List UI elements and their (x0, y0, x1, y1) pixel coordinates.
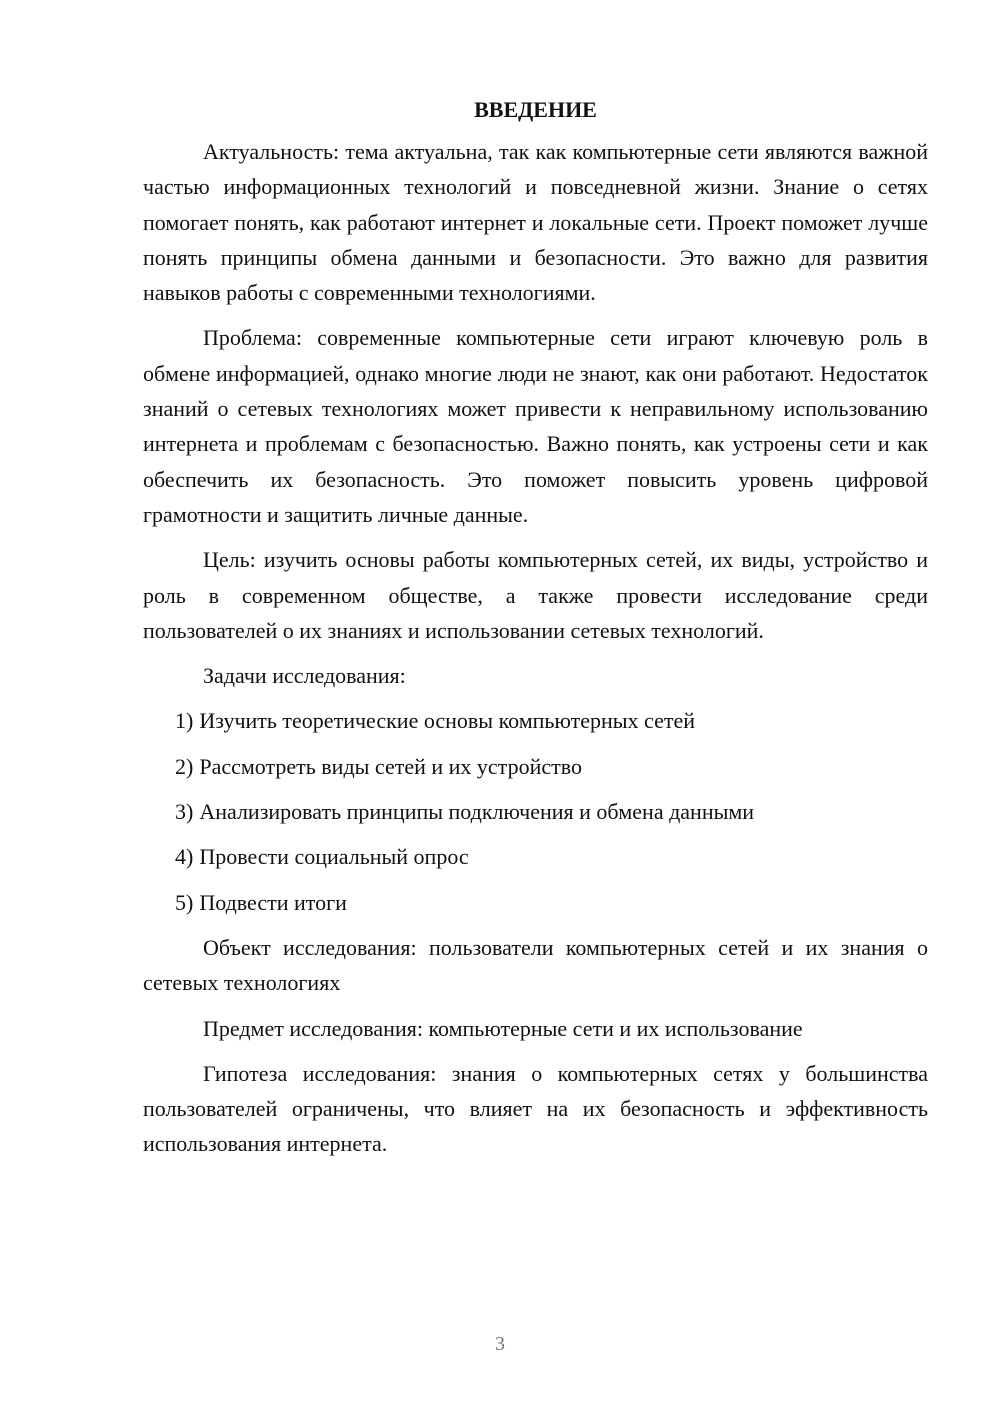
task-text: Анализировать принципы подключения и обмена данными (199, 799, 755, 825)
page-content (143, 92, 928, 1172)
hypothesis-paragraph: Гипотеза исследования: знания о компьютерных сетях у большинства пользователей ограничены, что влияет на их безопасность и эффективность использования интернета. (143, 1060, 928, 1157)
task-item-5 (143, 885, 928, 920)
task-number: 5) (175, 889, 194, 915)
goal-paragraph: Цель: изучить основы работы компьютерных сетей, их виды, устройство и роль в современном обществе, а также провести исследование среди пользователей о их знаниях и использовании сетевых технологий. (143, 547, 928, 643)
task-number: 1) (175, 708, 194, 734)
object-paragraph: Объект исследования: пользователи компьютерных сетей и их знания о сетевых технологиях (143, 934, 928, 996)
problem-paragraph: Проблема: современные компьютерные сети играют ключевую роль в обмене информацией, однако многие люди не знают, как они работают. Недостаток знаний о сетевых технологиях может привести к неправильному использованию интернета и проблемам с безопасностью. Важно понять, как устроены сети и как обеспечить их безопасность. Это поможет повысить уровень цифровой грамотности и защитить личные данные. (143, 325, 928, 527)
task-number: 3) (175, 799, 194, 825)
task-item-3 (143, 794, 928, 829)
subject-paragraph: Предмет исследования: компьютерные сети и их использование (203, 1015, 803, 1041)
task-text: Провести социальный опрос (199, 844, 469, 870)
task-item-4 (143, 839, 928, 874)
task-text: Рассмотреть виды сетей и их устройство (199, 753, 582, 779)
task-text: Изучить теоретические основы компьютерных сетей (199, 708, 695, 734)
task-number: 4) (175, 844, 194, 870)
task-number: 2) (175, 753, 194, 779)
task-text: Подвести итоги (199, 889, 347, 915)
task-item-1 (143, 703, 928, 738)
page-number: 3 (495, 1333, 505, 1355)
section-title: ВВЕДЕНИЕ (474, 97, 597, 122)
relevance-paragraph: Актуальность: тема актуальна, так как компьютерные сети являются важной частью информационных технологий и повседневной жизни. Знание о сетях помогает понять, как работают интернет и локальные сети. Проект поможет лучше понять принципы обмена данными и безопасности. Это важно для развития навыков работы с современными технологиями. (143, 139, 928, 306)
tasks-heading: Задачи исследования: (203, 663, 406, 689)
task-item-2 (143, 749, 928, 784)
tasks-list (143, 703, 928, 919)
